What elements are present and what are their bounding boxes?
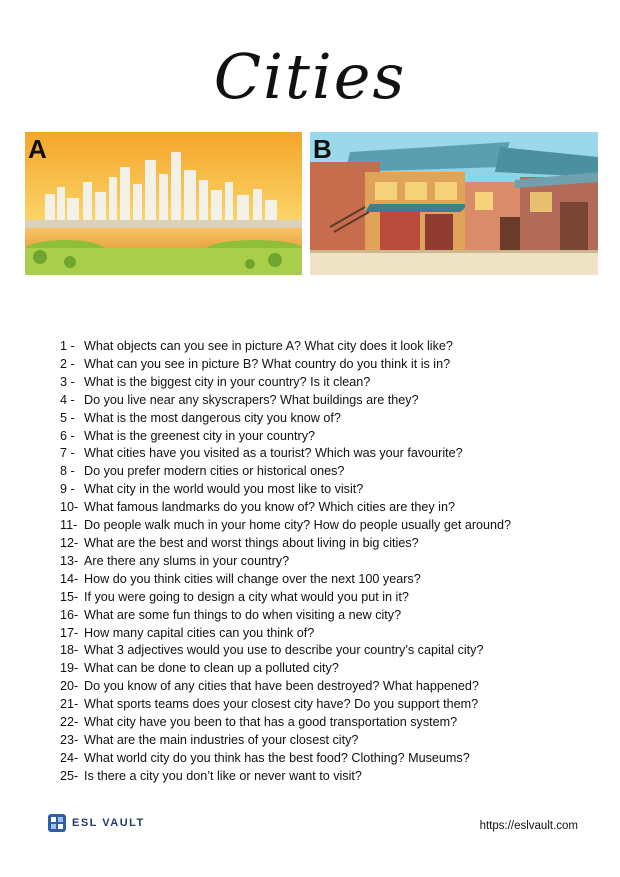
list-item — [60, 463, 600, 481]
question-number: 24- — [60, 750, 79, 765]
question-text: What are the best and worst things about living in big cities? — [84, 535, 419, 550]
question-number: 22- — [60, 715, 79, 730]
question-number: 16- — [60, 607, 79, 622]
list-item — [60, 732, 600, 750]
question-text: What 3 adjectives would you use to describe your country’s capital city? — [84, 643, 484, 658]
question-number: 9 - — [60, 482, 75, 497]
list-item — [60, 696, 600, 714]
question-text: What city in the world would you most like to visit? — [84, 482, 364, 497]
picture-b-label: B — [313, 134, 332, 164]
footer-url-link[interactable]: https://eslvault.com — [479, 820, 578, 832]
list-item — [60, 589, 600, 607]
list-item — [60, 660, 600, 678]
question-number: 18- — [60, 643, 79, 658]
list-item — [60, 535, 600, 553]
list-item — [60, 445, 600, 463]
page-title: Cities — [213, 40, 407, 113]
question-number: 8 - — [60, 464, 75, 479]
question-number: 21- — [60, 697, 79, 712]
city-skyline-illustration — [25, 132, 302, 275]
vault-grid-icon — [48, 814, 66, 832]
question-number: 17- — [60, 625, 79, 640]
list-item — [60, 607, 600, 625]
question-text: What are some fun things to do when visiting a new city? — [84, 607, 402, 622]
list-item — [60, 625, 600, 643]
question-number: 13- — [60, 553, 79, 568]
question-text: What are the main industries of your closest city? — [84, 732, 359, 747]
list-item — [60, 338, 600, 356]
list-item — [60, 714, 600, 732]
question-number: 1 - — [60, 339, 75, 353]
question-text: What city have you been to that has a good transportation system? — [84, 715, 458, 730]
question-text: What is the greenest city in your country? — [84, 428, 315, 443]
question-text: What famous landmarks do you know of? Which cities are they in? — [84, 500, 455, 515]
question-number: 14- — [60, 571, 79, 586]
question-text: What is the most dangerous city you know of? — [84, 410, 341, 425]
list-item — [60, 642, 600, 660]
question-number: 19- — [60, 661, 79, 676]
question-number: 25- — [60, 768, 79, 783]
list-item — [60, 571, 600, 589]
question-text: What can you see in picture B? What country do you think it is in? — [84, 356, 451, 371]
question-text: What is the biggest city in your country? Is it clean? — [84, 374, 371, 389]
question-number: 20- — [60, 679, 79, 694]
question-number: 7 - — [60, 446, 75, 461]
question-text: Do you live near any skyscrapers? What buildings are they? — [84, 392, 419, 407]
question-number: 23- — [60, 732, 79, 747]
list-item — [60, 768, 600, 786]
list-item — [60, 481, 600, 499]
question-number: 3 - — [60, 374, 75, 389]
question-number: 10- — [60, 500, 79, 515]
list-item — [60, 374, 600, 392]
question-text: What can be done to clean up a polluted city? — [84, 661, 339, 676]
question-text: What sports teams does your closest city have? Do you support them? — [84, 697, 479, 712]
list-item — [60, 750, 600, 768]
picture-a-label: A — [28, 134, 47, 164]
logo-text: ESL VAULT — [72, 817, 145, 829]
esl-vault-logo[interactable] — [48, 814, 145, 832]
question-list — [60, 338, 600, 786]
list-item — [60, 553, 600, 571]
question-number: 6 - — [60, 428, 75, 443]
question-number: 2 - — [60, 356, 75, 371]
list-item — [60, 517, 600, 535]
question-number: 12- — [60, 535, 79, 550]
slum-houses-illustration — [310, 132, 598, 275]
question-text: What cities have you visited as a tourist? Which was your favourite? — [84, 446, 463, 461]
list-item — [60, 678, 600, 696]
question-number: 4 - — [60, 392, 75, 407]
question-text: How many capital cities can you think of? — [84, 625, 315, 640]
picture-a — [25, 132, 302, 275]
question-text: What objects can you see in picture A? What city does it look like? — [84, 339, 453, 353]
question-number: 5 - — [60, 410, 75, 425]
question-text: What world city do you think has the best food? Clothing? Museums? — [84, 750, 470, 765]
list-item — [60, 392, 600, 410]
list-item — [60, 356, 600, 374]
question-text: Do you prefer modern cities or historical ones? — [84, 464, 345, 479]
list-item — [60, 428, 600, 446]
question-text: Are there any slums in your country? — [84, 553, 290, 568]
question-text: How do you think cities will change over the next 100 years? — [84, 571, 421, 586]
question-text: Do you know of any cities that have been destroyed? What happened? — [84, 679, 479, 694]
question-number: 11- — [60, 518, 78, 533]
question-text: If you were going to design a city what would you put in it? — [84, 589, 409, 604]
list-item — [60, 499, 600, 517]
question-number: 15- — [60, 589, 79, 604]
list-item — [60, 410, 600, 428]
question-text: Is there a city you don’t like or never want to visit? — [84, 768, 362, 783]
question-text: Do people walk much in your home city? How do people usually get around? — [84, 518, 512, 533]
picture-b — [310, 132, 598, 275]
